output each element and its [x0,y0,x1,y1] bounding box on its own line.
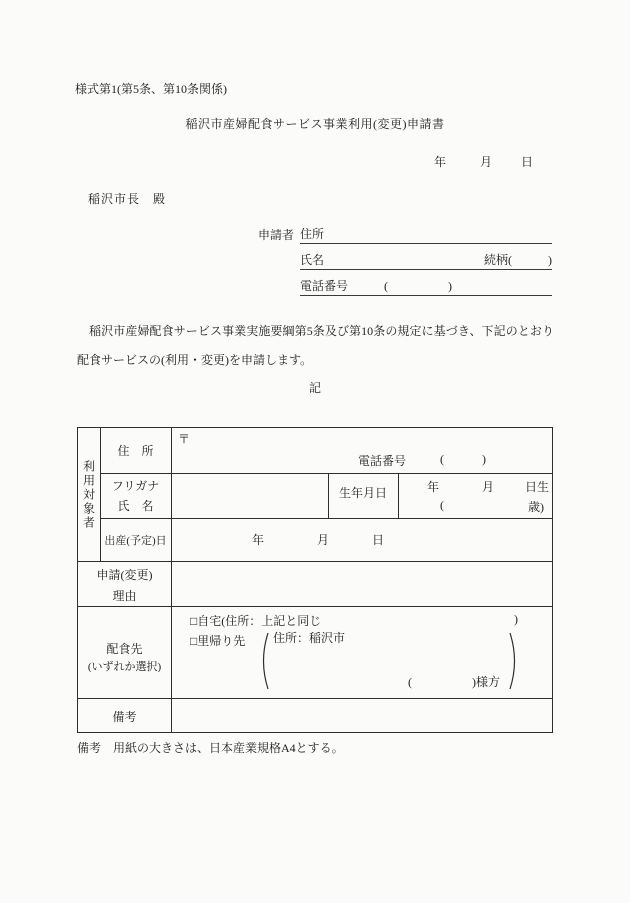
address-row-label: 住 所 [117,444,154,458]
grid-line [78,698,552,699]
document-title: 稲沢市産婦配食サービス事業利用(変更)申請書 [185,117,445,131]
applicant-block [258,218,552,296]
name-label: 氏名 [300,253,325,267]
form-number: 様式第1(第5条、第10条関係) [75,82,227,96]
date-year-label: 年 [434,155,447,169]
addressee-label: 稲沢市長 殿 [88,192,167,206]
date-month-label: 月 [480,155,493,169]
delivery-month-label: 月 [317,533,330,547]
address-label: 住所 [300,227,325,241]
home-close-paren: ) [514,612,518,626]
ki-heading: 記 [308,381,321,395]
user-section-label: 利用対象者 [81,459,96,530]
phone-fill-line [300,277,552,296]
name-fill-line [300,251,552,270]
birth-day-label: 日生 [525,480,550,494]
postal-mark: 〒 [178,432,191,446]
grid-line [78,606,552,607]
reason-label-line2: 理由 [112,589,137,603]
home-checkbox: □ [190,614,198,628]
grid-line [398,473,399,518]
relation-label: 続柄( ) [484,253,552,267]
name-row-label: 氏 名 [117,499,154,513]
phone-label: 電話番号 ( ) [300,279,452,293]
table-phone-paren-close: ) [482,452,486,466]
home-option-line [190,612,321,629]
address-fill-line [300,225,552,244]
delivery-day-label: 日 [372,533,385,547]
footer-note: 備考 用紙の大きさは、日本産業規格A4とする。 [77,741,344,755]
grid-line [100,518,552,519]
large-open-paren-icon [256,632,270,690]
grid-line [100,473,552,474]
table-phone-paren-open: ( [440,452,444,466]
table-phone-label: 電話番号 [358,454,407,468]
destination-label-line1: 配食先 [106,642,143,656]
application-table [77,427,553,733]
birthdate-label: 生年月日 [338,486,387,500]
applicant-phone-row [258,270,552,296]
delivery-year-label: 年 [252,533,265,547]
applicant-label: 申請者 [258,228,295,242]
applicant-address-row [258,218,552,244]
large-close-paren-icon [508,632,522,690]
body-paragraph: 稲沢市産婦配食サービス事業実施要綱第5条及び第10条の規定に基づき、下記のとおり配食サービスの(利用・変更)を申請します。 [77,324,554,367]
satogaeri-address-text: 住所：稲沢市 [273,631,346,645]
home-option-text: 自宅(住所：上記と同じ [197,614,322,628]
satogaeri-checkbox: □ [190,634,198,648]
destination-label-line2: (いずれか選択) [87,661,162,673]
birth-year-label: 年 [427,480,440,494]
grid-line [78,561,552,562]
furigana-label: フリガナ [111,479,160,493]
remarks-label: 備考 [112,710,137,724]
delivery-date-label: 出産(予定)日 [104,535,167,547]
satogaeri-option-line [190,632,245,649]
date-line [0,153,630,169]
birth-month-label: 月 [482,480,495,494]
reason-label-line1: 申請(変更) [96,568,153,582]
applicant-name-row [258,244,552,270]
date-day-label: 日 [521,155,534,169]
satogaeri-option-text: 里帰り先 [197,634,246,648]
age-paren-open: ( [440,498,444,512]
age-label: 歳) [528,500,544,514]
care-of-line: ( )様方 [408,675,500,689]
